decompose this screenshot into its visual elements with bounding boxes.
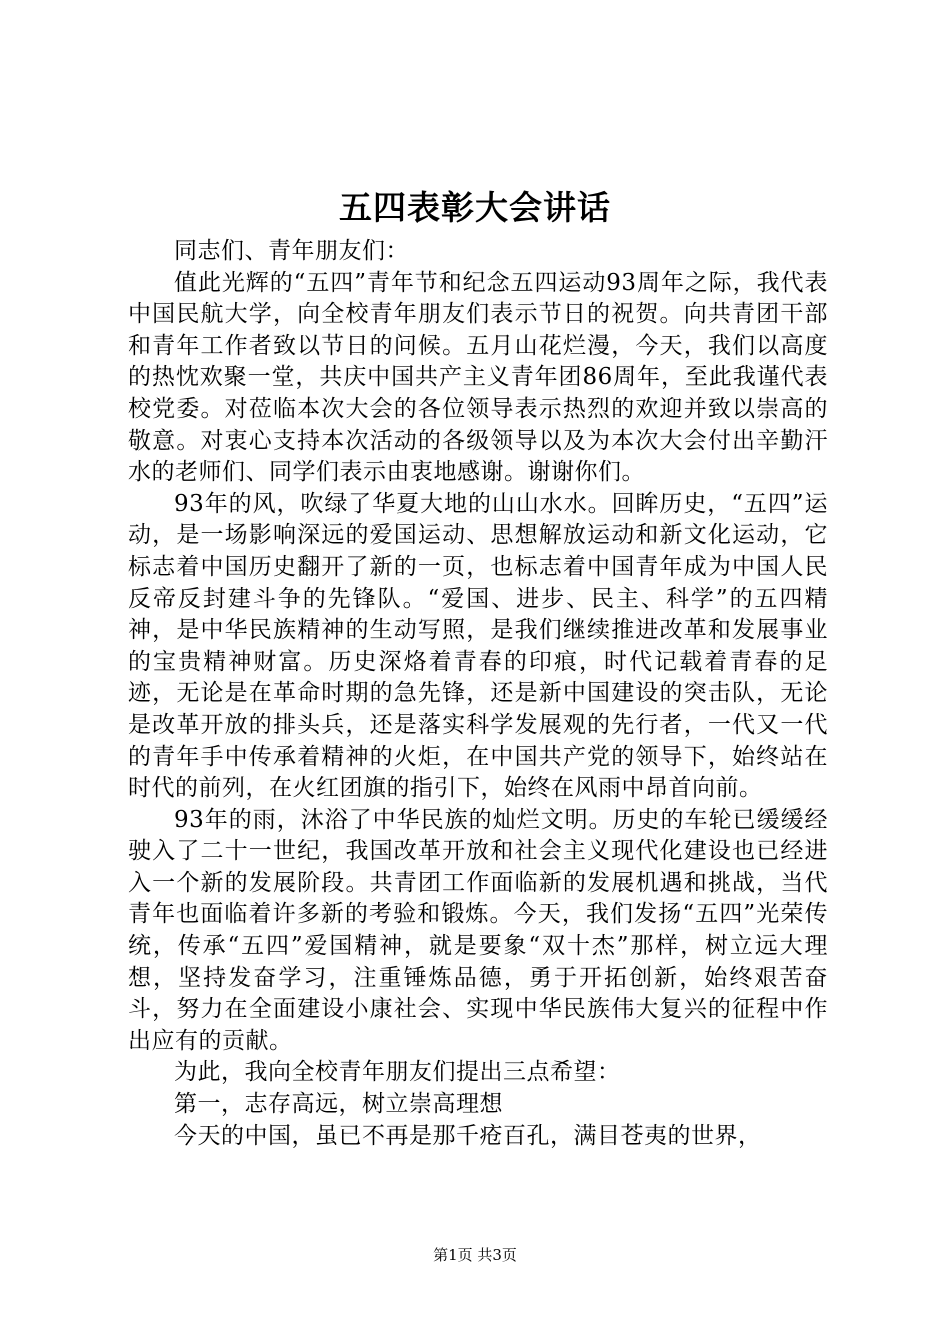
paragraph-hope-one-start: 今天的中国，虽已不再是那千疮百孔，满目苍夷的世界， xyxy=(174,1122,762,1149)
paragraph-greeting: 值此光辉的“五四”青年节和纪念五四运动93周年之际，我代表中国民航大学，向全校青年朋友们表示节日的祝贺。向共青团干部和青年工作者致以节日的问候。五月山花烂漫，今天，我们以高度的热忱欢聚一堂，共庆中国共产主义青年团86周年，至此我谨代表校党委。对莅临本次大会的各位领导表示热烈的欢迎并致以崇高的敬意。对衷心支持本次活动的各级领导以及为本次大会付出辛勤汗水的老师们、同学们表示由衷地感谢。谢谢你们。 xyxy=(128,269,828,486)
document-title: 五四表彰大会讲话 xyxy=(339,188,611,227)
paragraph-present: 93年的雨，沐浴了中华民族的灿烂文明。历史的车轮已缓缓经驶入了二十一世纪，我国改革开放和社会主义现代化建设也已经进入一个新的发展阶段。共青团工作面临新的发展机遇和挑战，当代青年也面临着许多新的考验和锻炼。今天，我们发扬“五四”光荣传统，传承“五四”爱国精神，就是要象“双十杰”那样，树立远大理想，坚持发奋学习，注重锤炼品德，勇于开拓创新，始终艰苦奋斗，努力在全面建设小康社会、实现中华民族伟大复兴的征程中作出应有的贡献。 xyxy=(128,806,828,1054)
document-body xyxy=(128,236,828,1152)
page-footer: 第1页 共3页 xyxy=(433,1246,517,1264)
paragraph-history: 93年的风，吹绿了华夏大地的山山水水。回眸历史，“五四”运动，是一场影响深远的爱国运动、思想解放运动和新文化运动，它标志着中国历史翻开了新的一页，也标志着中国青年成为中国人民反帝反封建斗争的先锋队。“爱国、进步、民主、科学”的五四精神，是中华民族精神的生动写照，是我们继续推进改革和发展事业的宝贵精神财富。历史深烙着青春的印痕，时代记载着青春的足迹，无论是在革命时期的急先锋，还是新中国建设的突击队，无论是改革开放的排头兵，还是落实科学发展观的先行者，一代又一代的青年手中传承着精神的火炬，在中国共产党的领导下，始终站在时代的前列，在火红团旗的指引下，始终在风雨中昂首向前。 xyxy=(128,490,828,802)
paragraph-salutation: 同志们、青年朋友们： xyxy=(174,238,409,264)
paragraph-hope-one-heading: 第一，志存高远，树立崇高理想 xyxy=(174,1091,503,1118)
paragraph-hopes-intro: 为此，我向全校青年朋友们提出三点希望： xyxy=(174,1059,621,1086)
